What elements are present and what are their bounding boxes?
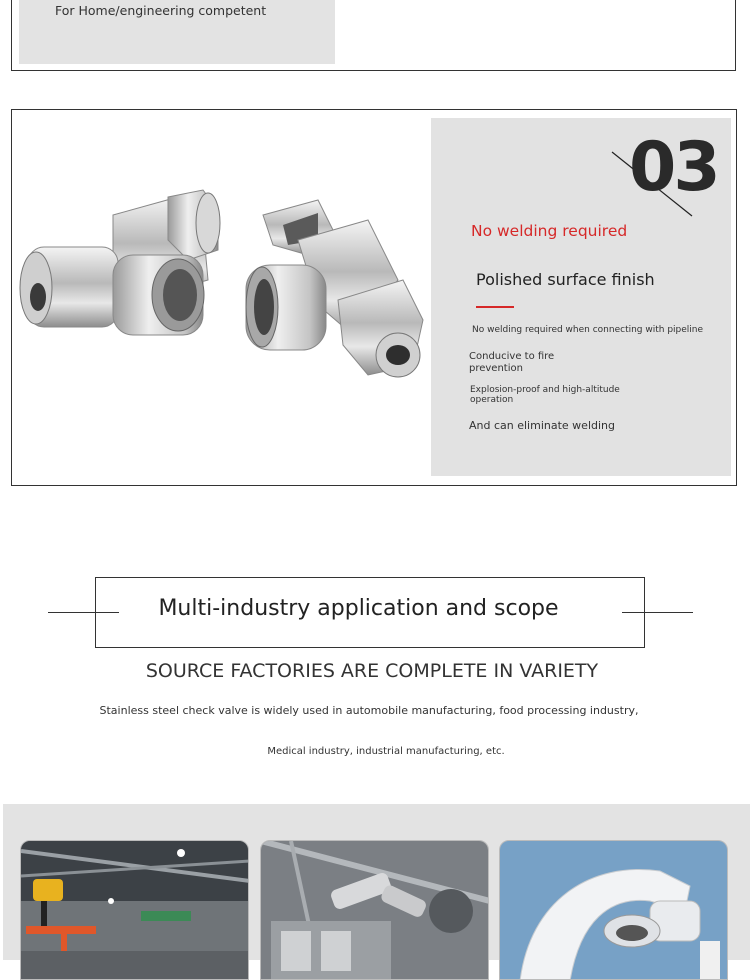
divider-right	[622, 612, 693, 613]
top-card-text: For Home/engineering competent	[55, 3, 267, 18]
feature-number: 03	[629, 128, 718, 207]
feature-point: No welding required when connecting with pipeline	[472, 325, 704, 335]
feature-point: Conducive to fire prevention	[469, 351, 555, 374]
right-fitting	[246, 200, 423, 377]
medical-robot-arm-photo	[499, 840, 728, 980]
feature-subheadline: Polished surface finish	[476, 270, 655, 289]
factory-crane-photo	[20, 840, 249, 980]
accent-underline	[476, 306, 514, 308]
scope-subtitle: SOURCE FACTORIES ARE COMPLETE IN VARIETY	[145, 660, 599, 682]
scope-description: Stainless steel check valve is widely used in automobile manufacturing, food processing industry,	[99, 704, 639, 717]
left-fitting	[20, 190, 220, 335]
feature-point: And can eliminate welding	[469, 419, 615, 432]
scope-description: Medical industry, industrial manufacturing, etc.	[267, 746, 505, 757]
tee-fittings-image	[18, 185, 428, 385]
feature-point: Explosion-proof and high-altitude operation	[470, 385, 620, 405]
industrial-robot-photo	[260, 840, 489, 980]
scope-title: Multi-industry application and scope	[158, 596, 559, 621]
feature-headline: No welding required	[471, 222, 628, 240]
